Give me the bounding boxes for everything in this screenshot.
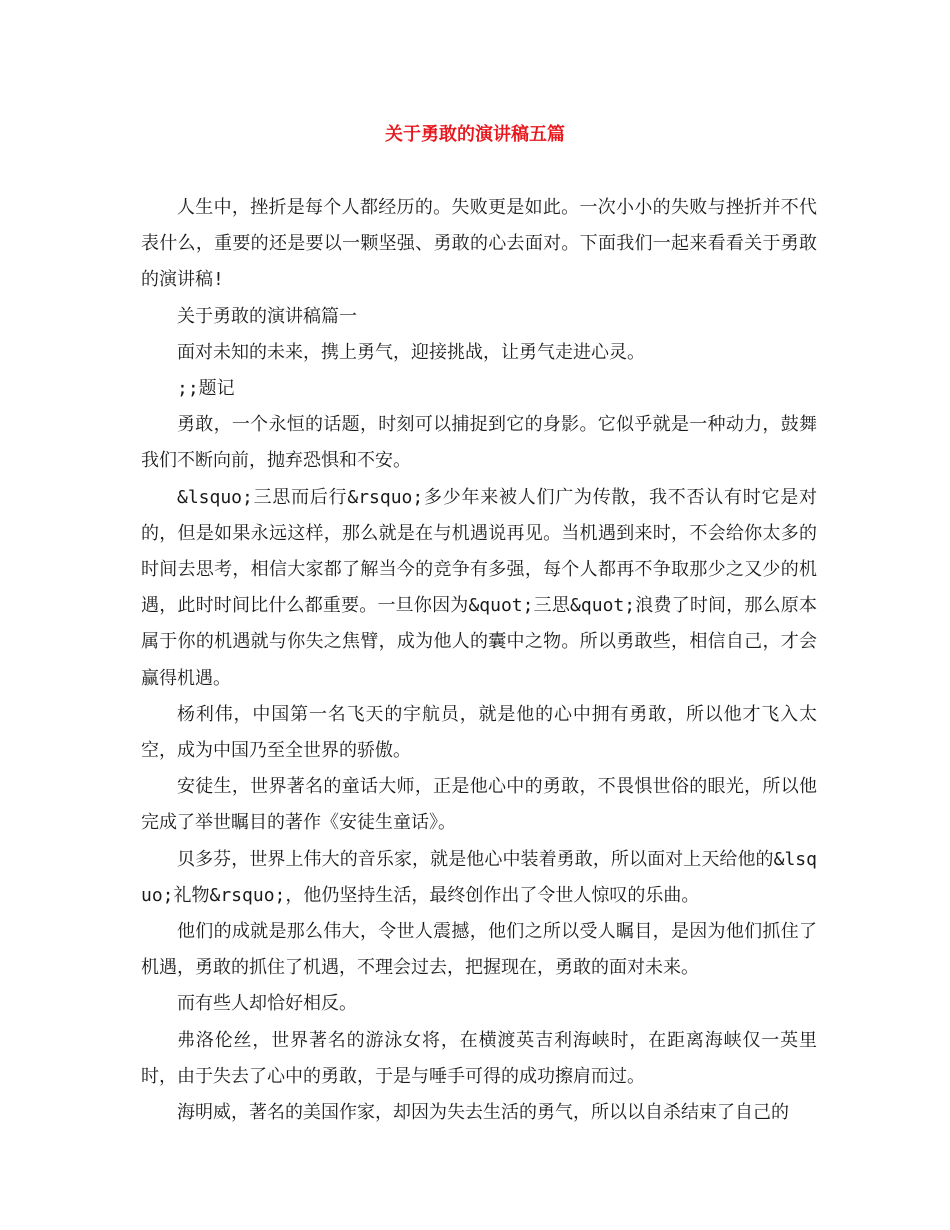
section-heading: 关于勇敢的演讲稿篇一 — [177, 305, 357, 327]
paragraph-epigraph: ;;题记 — [177, 378, 235, 400]
paragraph: 海明威，著名的美国作家，却因为失去生活的勇气，所以以自杀结束了自己的 — [177, 1102, 789, 1124]
paragraph: 而有些人却恰好相反。 — [177, 993, 357, 1015]
paragraph: 安徒生，世界著名的童话大师，正是他心中的勇敢，不畏惧世俗的眼光，所以他完成了举世瞩目的著作《安徒生童话》。 — [141, 776, 817, 834]
paragraph: 杨利伟，中国第一名飞天的宇航员，就是他的心中拥有勇敢，所以他才飞入太空，成为中国乃至全世界的骄傲。 — [141, 703, 817, 762]
paragraph-intro: 人生中，挫折是每个人都经历的。失败更是如此。一次小小的失败与挫折并不代表什么，重要的还是要以一颗坚强、勇敢的心去面对。下面我们一起来看看关于勇敢的演讲稿! — [141, 197, 817, 291]
paragraph: 弗洛伦丝，世界著名的游泳女将，在横渡英吉利海峡时，在距离海峡仅一英里时，由于失去了心中的勇敢，于是与唾手可得的成功擦肩而过。 — [141, 1029, 817, 1087]
document-title: 关于勇敢的演讲稿五篇 — [385, 124, 565, 145]
document-body — [141, 190, 817, 1131]
paragraph: 勇敢，一个永恒的话题，时刻可以捕捉到它的身影。它似乎就是一种动力，鼓舞我们不断向前，抛弃恐惧和不安。 — [141, 414, 817, 472]
paragraph: 贝多芬，世界上伟大的音乐家，就是他心中装着勇敢，所以面对上天给他的&lsquo;礼物&rsquo;，他仍坚持生活，最终创作出了令世人惊叹的乐曲。 — [141, 848, 817, 906]
paragraph: &lsquo;三思而后行&rsquo;多少年来被人们广为传散，我不否认有时它是对的，但是如果永远这样，那么就是在与机遇说再见。当机遇到来时，不会给你太多的时间去思考，相信大家都了解当今的竞争有多强，每个人都再不争取那少之又少的机遇，此时时间比什么都重要。一旦你因为&quot;三思&quot;浪费了时间，那么原本属于你的机遇就与你失之焦臂，成为他人的囊中之物。所以勇敢些，相信自己，才会赢得机遇。 — [141, 486, 817, 689]
paragraph: 他们的成就是那么伟大，令世人震撼，他们之所以受人瞩目，是因为他们抓住了机遇，勇敢的抓住了机遇，不理会过去，把握现在，勇敢的面对未来。 — [141, 921, 817, 979]
paragraph: 面对未知的未来，携上勇气，迎接挑战，让勇气走进心灵。 — [177, 341, 645, 363]
